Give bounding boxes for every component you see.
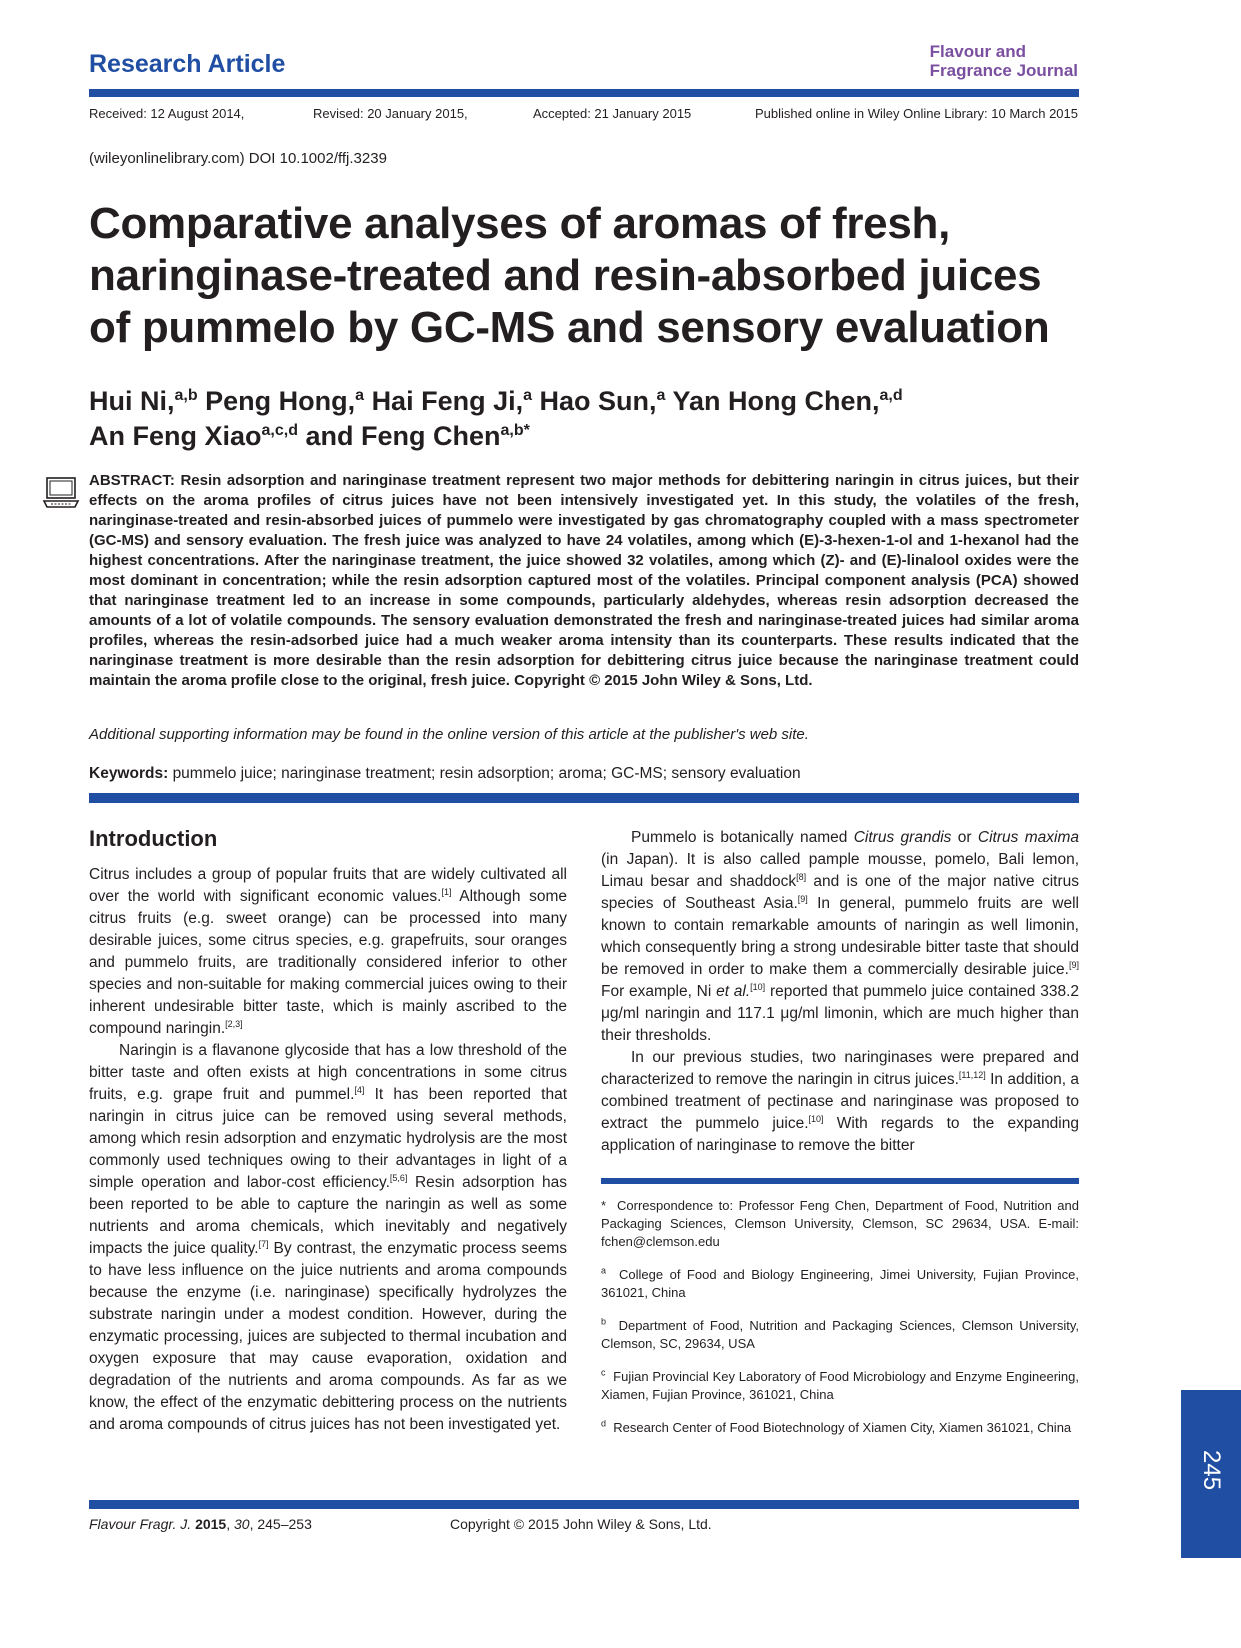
article-title: Comparative analyses of aromas of fresh, naringinase-treated and resin-absorbed juices of pummelo by GC-MS and sensory evaluation: [89, 199, 1050, 352]
footnote-mark: a: [601, 1265, 607, 1276]
column-left: [89, 864, 567, 1436]
footnote-text: Research Center of Food Biotechnology of Xiamen City, Xiamen 361021, China: [613, 1420, 1072, 1435]
text: In addition, a combined treatment of pectinase and naringinase was proposed to extract the pummelo juice.: [601, 1071, 1079, 1132]
author-line-2: [89, 419, 1079, 454]
date-accepted: Accepted: 21 January 2015: [533, 106, 692, 121]
keywords-list: pummelo juice; naringinase treatment; resin adsorption; aroma; GC-MS; sensory evaluation: [172, 765, 801, 782]
author-affiliation: a,c,d: [261, 422, 298, 439]
citation[interactable]: [10]: [750, 981, 766, 992]
citation[interactable]: [7]: [258, 1238, 269, 1249]
citation[interactable]: [11,12]: [958, 1069, 986, 1080]
supporting-information: Additional supporting information may be found in the online version of this article at the publisher's web site.: [89, 726, 809, 743]
author-name: Peng Hong,: [205, 386, 356, 416]
text: or: [951, 829, 978, 846]
footnotes: [601, 1197, 1079, 1452]
abstract: ABSTRACT: Resin adsorption and naringinase treatment represent two major methods for debittering naringin in citrus juices, but their effects on the aroma profiles of citrus juices have not been intensively investigated yet. In this study, the volatiles of the fresh, naringinase-treated and resin-absorbed juices of pummelo were investigated by gas chromatography coupled with a mass spectrometer (GC-MS) and sensory evaluation. The fresh juice was analyzed to have 24 volatiles, among which (E)-3-hexen-1-ol and 1-hexanol had the highest concentrations. After the naringinase treatment, the juice showed 32 volatiles, among which (Z)- and (E)-linalool oxides were the most dominant in concentration; while the resin adsorption captured most of the volatiles. Principal component analysis (PCA) showed that naringinase treatment led to an increase in some compounds, particularly aldehydes, whereas resin adsorption decreased the amounts of a lot of volatile compounds. The sensory evaluation demonstrated the fresh and naringinase-treated juices had similar aroma profiles, whereas the resin-adsorbed juice had a much weaker aroma intensity than its counterparts. These results indicated that the naringinase treatment is more desirable than the resin adsorption for debittering citrus juice because the naringinase treatment could maintain the aroma profile close to the original, fresh juice. Copyright © 2015 John Wiley & Sons, Ltd.: [89, 472, 1079, 689]
footnote-text: College of Food and Biology Engineering, Jimei University, Fujian Province, 361021, China: [601, 1267, 1079, 1300]
footnote-text: Fujian Provincial Key Laboratory of Food Microbiology and Enzyme Engineering, Xiamen, Fujian Province, 361021, China: [601, 1369, 1079, 1402]
footnote-text: Department of Food, Nutrition and Packaging Sciences, Clemson University, Clemson, SC, 29634, USA: [601, 1318, 1079, 1351]
footnote-text: Correspondence to: Professor Feng Chen, Department of Food, Nutrition and Packaging Sciences, Clemson University, Clemson, SC 29634, USA. E-mail: fchen@clemson.edu: [601, 1198, 1079, 1249]
author-name: Hai Feng Ji,: [371, 386, 524, 416]
citation[interactable]: [5,6]: [389, 1172, 408, 1183]
paragraph: [601, 1047, 1079, 1157]
author-affiliation: a,b*: [500, 422, 530, 439]
author-affiliation: a: [656, 387, 666, 404]
text: Citrus includes a group of popular fruits that are widely cultivated all over the world with significant economic values.: [89, 866, 567, 905]
citation[interactable]: [1]: [441, 886, 452, 897]
text: (in Japan). It is also called pample mousse, pomelo, Bali lemon, Limau besar and shaddock: [601, 851, 1079, 890]
footer-rule: [89, 1500, 1079, 1509]
citation[interactable]: [10]: [808, 1113, 824, 1124]
page-number-tab: [1181, 1390, 1241, 1558]
column-right: [601, 827, 1079, 1157]
text: Although some citrus fruits (e.g. sweet orange) can be processed into many desirable juices, some citrus species, e.g. grapefruits, sour oranges and pummelo fruits, are traditionally considered inferior to other species and non-suitable for making commercial juices owing to their inherent undesirable bitter taste, which is mainly ascribed to the compound naringin.: [89, 888, 568, 1037]
text: With regards to the expanding application of naringinase to remove the bitter: [601, 1115, 1079, 1154]
author-line-1: [89, 384, 1079, 419]
text: Resin adsorption has been reported to be able to capture the naringin as well as some nutrients and aroma chemicals, which inevitably and negatively impacts the juice quality.: [89, 1174, 568, 1257]
text: In our previous studies, two naringinases were prepared and characterized to remove the naringin in citrus juices.: [601, 1049, 1079, 1088]
footnote-c: [601, 1368, 1079, 1404]
citation[interactable]: [4]: [354, 1084, 365, 1095]
text: By contrast, the enzymatic process seems to have less influence on the juice nutrients and aroma compounds because the enzyme (i.e. naringinase) specifically hydrolyzes the substrate naringin under a modest condition. However, during the enzymatic processing, juices are subjected to thermal incubation and oxygen exposure that may cause evaporation, oxidation and degradation of the nutrients and aroma compounds. As far as we know, the effect of the enzymatic debittering process on the nutrients and aroma compounds of citrus juices has not been investigated yet.: [89, 1240, 567, 1433]
citation[interactable]: [8]: [796, 871, 807, 882]
author-affiliation: a: [523, 387, 533, 404]
page-number: 245: [1198, 1450, 1225, 1491]
text: reported that pummelo juice contained 338.2 μg/ml naringin and 117.1 μg/ml limonin, which are much higher than their thresholds.: [601, 983, 1080, 1044]
citation[interactable]: [2,3]: [225, 1018, 243, 1029]
footnote-mark: d: [601, 1418, 607, 1429]
author-name: and Feng Chen: [305, 421, 501, 451]
author-name: Hao Sun,: [539, 386, 657, 416]
keywords-rule: [89, 793, 1079, 803]
species-name: Citrus maxima: [977, 829, 1079, 846]
article-type: Research Article: [89, 50, 286, 78]
text: In general, pummelo fruits are well known to contain remarkable amounts of naringin as well limonin, which consequently bring a strong undesirable bitter taste that should be removed in order to make them a commercially desirable juice.: [601, 895, 1080, 978]
footnote-b: [601, 1317, 1079, 1353]
text: It has been reported that naringin in citrus juice can be removed using several methods, among which resin adsorption and enzymatic hydrolysis are the most commonly used techniques owing to their advantages in light of a simple operation and labor-cost efficiency.: [89, 1086, 567, 1191]
footnote-mark: *: [601, 1198, 607, 1213]
citation[interactable]: [9]: [1068, 959, 1079, 970]
text: For example, Ni: [601, 983, 717, 1000]
author-name: Hui Ni,: [89, 386, 175, 416]
laptop-icon: [42, 476, 80, 510]
keywords-label: Keywords:: [89, 765, 169, 782]
section-title-introduction: Introduction: [89, 826, 218, 851]
footnote-correspondence: [601, 1197, 1079, 1251]
footnote-mark: b: [601, 1316, 607, 1327]
journal-name-line1: Flavour and: [929, 42, 1027, 61]
author-name: Yan Hong Chen,: [672, 386, 880, 416]
journal-name-line2: Fragrance Journal: [929, 61, 1078, 80]
paragraph: [601, 827, 1079, 1047]
footnote-mark: c: [601, 1367, 606, 1378]
author-affiliation: a,b: [174, 387, 198, 404]
citation-footer: Flavour Fragr. J. 2015, 30, 245–253: [89, 1516, 312, 1532]
journal-name: [930, 42, 1078, 80]
paragraph: [89, 864, 567, 1040]
header-rule: [89, 89, 1079, 97]
text: Pummelo is botanically named: [631, 829, 854, 846]
footnote-d: [601, 1419, 1079, 1437]
footer-pages: , 245–253: [249, 1516, 312, 1532]
date-received: Received: 12 August 2014,: [89, 106, 245, 121]
author-list: [89, 384, 1079, 454]
keywords: [89, 765, 801, 783]
footer-copyright: Copyright © 2015 John Wiley & Sons, Ltd.: [450, 1516, 712, 1532]
text-italic: et al.: [716, 983, 751, 1000]
text: and is one of the major native citrus species of Southeast Asia.: [601, 873, 1079, 912]
author-affiliation: a: [355, 387, 365, 404]
doi[interactable]: (wileyonlinelibrary.com) DOI 10.1002/ffj.3239: [89, 150, 387, 167]
paragraph: [89, 1040, 567, 1436]
journal-abbrev: Flavour Fragr. J.: [89, 1516, 192, 1532]
footnote-a: [601, 1266, 1079, 1302]
footer-volume: 30: [234, 1516, 250, 1532]
author-affiliation: a,d: [879, 387, 903, 404]
footnote-rule: [601, 1178, 1079, 1184]
text: Naringin is a flavanone glycoside that has a low threshold of the bitter taste and often exists at high concentrations in some citrus fruits, e.g. grape fruit and pummel.: [89, 1042, 567, 1103]
footer-year: 2015: [195, 1516, 227, 1532]
citation[interactable]: [9]: [797, 893, 808, 904]
species-name: Citrus grandis: [853, 829, 952, 846]
date-published: Published online in Wiley Online Library: 10 March 2015: [754, 106, 1078, 121]
date-revised: Revised: 20 January 2015,: [313, 106, 468, 121]
author-name: An Feng Xiao: [89, 421, 262, 451]
